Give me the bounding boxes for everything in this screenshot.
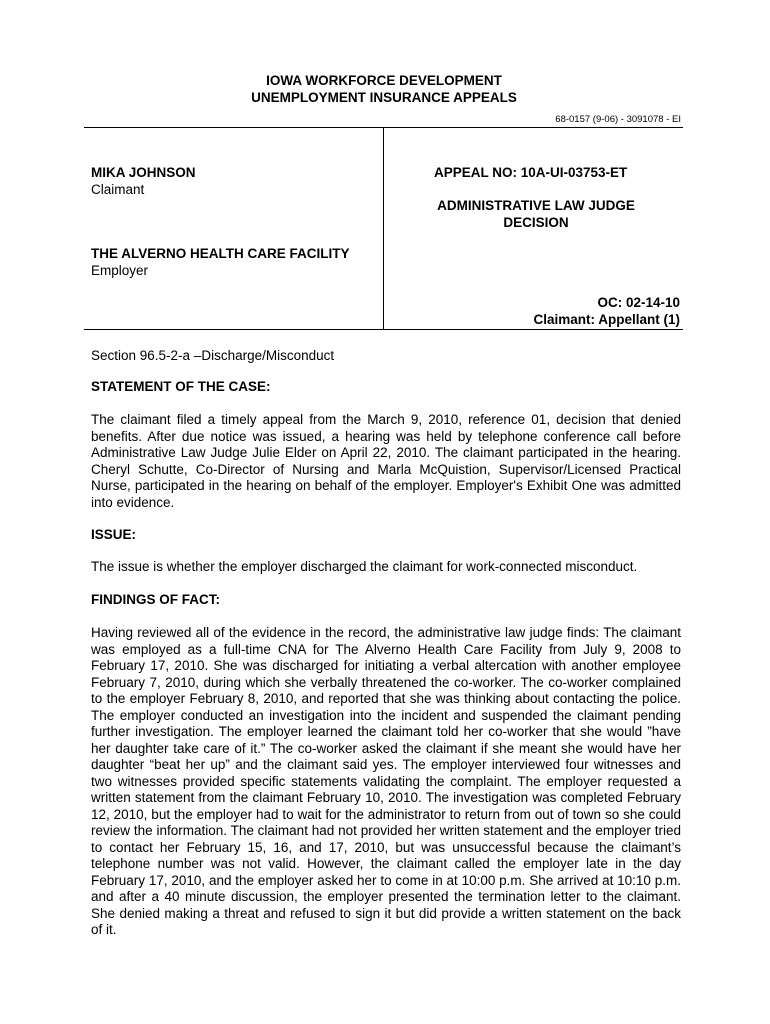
agency-division: UNEMPLOYMENT INSURANCE APPEALS xyxy=(251,90,517,105)
oc-date: OC: 02-14-10 xyxy=(597,295,680,310)
decision-title-line2: DECISION xyxy=(503,215,569,230)
claimant-label: Claimant xyxy=(91,182,145,197)
decision-title-line1: ADMINISTRATIVE LAW JUDGE xyxy=(437,198,635,213)
claimant-status: Claimant: Appellant (1) xyxy=(533,312,680,327)
employer-block xyxy=(91,245,350,279)
section-reference: Section 96.5-2-a –Discharge/Misconduct xyxy=(91,348,335,363)
statement-heading: STATEMENT OF THE CASE: xyxy=(91,379,271,394)
employer-label: Employer xyxy=(91,263,149,278)
findings-text: Having reviewed all of the evidence in the record, the administrative law judge finds: The claimant was employed as a full-time CNA for The Alverno Health Care Facility from July 9, 2008 to February 17, 2010. She was discharged for initiating a verbal altercation with another employee February 7, 2010, during which she verbally threatened the co-worker. The co-worker complained to the employer February 8, 2010, and reported that she was thinking about contacting the police. The employer conducted an investigation into the incident and suspended the claimant pending further investigation. The employer learned the claimant told her co-worker that she would ”have her daughter take care of it.” The co-worker asked the claimant if she meant she would have her daughter “beat her up” and the claimant said yes. The employer interviewed four witnesses and two witnesses provided specific statements validating the complaint. The employer requested a written statement from the claimant February 10, 2010. The investigation was completed February 12, 2010, but the employer had to wait for the administrator to return from out of town so she could review the information. The claimant had not provided her written statement and the employer tried to contact her February 15, 16, and 17, 2010, but was unsuccessful because the claimant’s telephone number was not valid. However, the claimant called the employer late in the day February 17, 2010, and the employer asked her to come in at 10:00 p.m. She arrived at 10:10 p.m. and after a 40 minute discussion, the employer presented the termination letter to the claimant. She denied making a threat and refused to sign it but did provide a written statement on the back of it. xyxy=(91,625,681,937)
issue-heading: ISSUE: xyxy=(91,527,137,542)
header-divider-bottom xyxy=(84,329,683,330)
employer-name: THE ALVERNO HEALTH CARE FACILITY xyxy=(91,246,350,261)
appeal-number: APPEAL NO: 10A-UI-03753-ET xyxy=(434,165,628,180)
form-number: 68-0157 (9-06) - 3091078 - EI xyxy=(555,114,681,125)
agency-header xyxy=(84,72,684,106)
decision-title xyxy=(430,197,642,231)
agency-name: IOWA WORKFORCE DEVELOPMENT xyxy=(266,73,502,88)
findings-heading: FINDINGS OF FACT: xyxy=(91,592,220,607)
claimant-name: MIKA JOHNSON xyxy=(91,165,196,180)
findings-body xyxy=(91,625,681,939)
case-meta xyxy=(533,294,680,328)
statement-body xyxy=(91,412,681,511)
issue-body xyxy=(91,559,681,576)
claimant-block xyxy=(91,164,196,198)
issue-text: The issue is whether the employer discharged the claimant for work-connected misconduct. xyxy=(91,559,638,574)
header-divider-vertical xyxy=(383,127,384,329)
statement-text: The claimant filed a timely appeal from the March 9, 2010, reference 01, decision that denied benefits. After due notice was issued, a hearing was held by telephone conference call before Administrative Law Judge Julie Elder on April 22, 2010. The claimant participated in the hearing. Cheryl Schutte, Co-Director of Nursing and Marla McQuistion, Supervisor/Licensed Practical Nurse, participated in the hearing on behalf of the employer. Employer's Exhibit One was admitted into evidence. xyxy=(91,412,681,510)
